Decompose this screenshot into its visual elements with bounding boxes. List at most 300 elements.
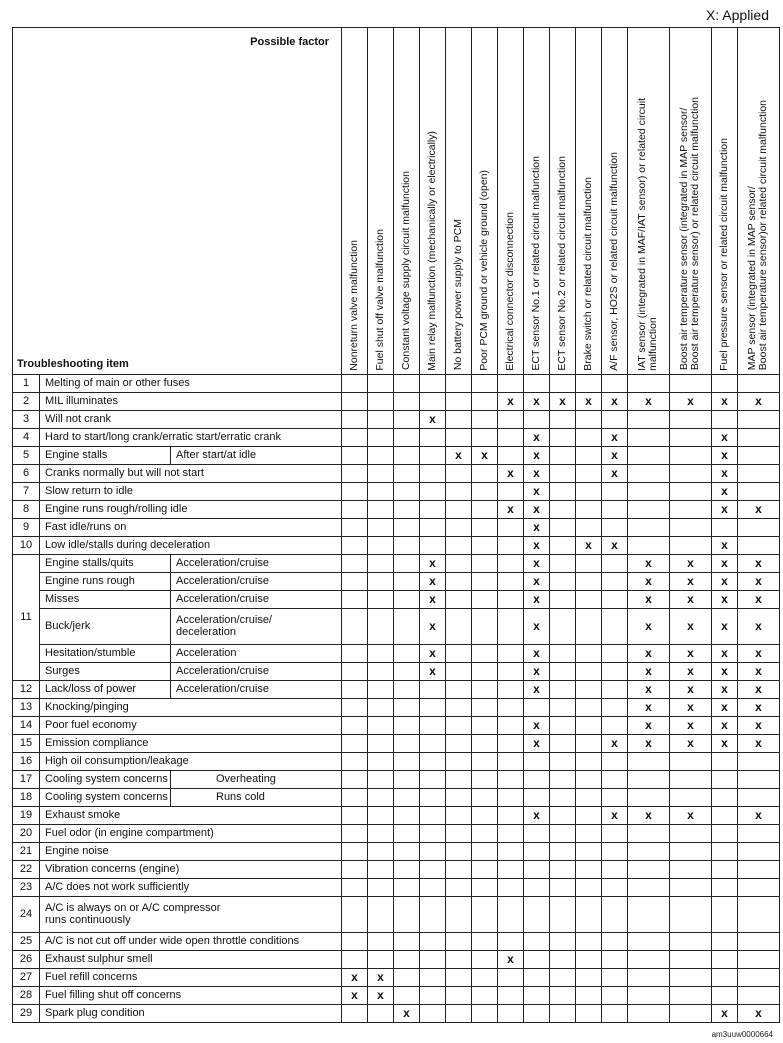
troubleshooting-item: Exhaust sulphur smell (40, 951, 342, 969)
applied-cell (342, 699, 368, 717)
applied-cell (446, 807, 472, 825)
condition: Acceleration (171, 645, 342, 663)
applied-cell (670, 843, 712, 861)
applied-mark: x (670, 735, 712, 753)
applied-cell (524, 771, 550, 789)
applied-cell (628, 501, 670, 519)
applied-cell (472, 717, 498, 735)
applied-cell (628, 771, 670, 789)
applied-cell (420, 933, 446, 951)
row-number: 8 (13, 501, 40, 519)
applied-cell (576, 573, 602, 591)
applied-cell (342, 609, 368, 645)
applied-cell (368, 951, 394, 969)
applied-mark: x (712, 735, 738, 753)
applied-cell (712, 987, 738, 1005)
applied-cell (342, 429, 368, 447)
factor-label: Fuel pressure sensor or related circuit malfunction (717, 137, 730, 371)
applied-cell (602, 897, 628, 933)
applied-cell (670, 969, 712, 987)
applied-cell (602, 699, 628, 717)
figure-code: am3uuw0000664 (711, 1030, 773, 1039)
applied-mark: x (420, 591, 446, 609)
factor-label: Boost air temperature sensor (integrated in MAP sensor/ Boost air temperature sensor) or related circuit malfunction (678, 97, 702, 371)
applied-mark: x (628, 663, 670, 681)
condition: Overheating (171, 771, 342, 789)
applied-cell (498, 483, 524, 501)
troubleshooting-item: Slow return to idle (40, 483, 342, 501)
applied-cell (446, 411, 472, 429)
applied-cell (738, 861, 780, 879)
applied-mark: x (712, 555, 738, 573)
applied-cell (394, 987, 420, 1005)
table-row (13, 987, 780, 1005)
applied-cell (602, 843, 628, 861)
applied-cell (446, 465, 472, 483)
applied-cell (394, 465, 420, 483)
table-row (13, 969, 780, 987)
applied-cell (342, 771, 368, 789)
applied-cell (576, 375, 602, 393)
table-row (13, 735, 780, 753)
applied-cell (550, 573, 576, 591)
applied-cell (576, 429, 602, 447)
applied-cell (342, 897, 368, 933)
table-row (13, 879, 780, 897)
applied-mark: x (670, 663, 712, 681)
applied-mark: x (472, 447, 498, 465)
applied-cell (628, 951, 670, 969)
applied-cell (550, 645, 576, 663)
applied-cell (498, 537, 524, 555)
applied-cell (738, 519, 780, 537)
factor-label: Brake switch or related circuit malfunction (581, 176, 594, 371)
table-row (13, 393, 780, 411)
table-row (13, 753, 780, 771)
applied-cell (712, 753, 738, 771)
applied-cell (472, 789, 498, 807)
applied-cell (498, 825, 524, 843)
applied-cell (472, 933, 498, 951)
applied-cell (446, 879, 472, 897)
applied-cell (394, 969, 420, 987)
applied-cell (368, 483, 394, 501)
applied-cell (602, 663, 628, 681)
applied-cell (394, 483, 420, 501)
applied-cell (368, 591, 394, 609)
applied-cell (420, 807, 446, 825)
applied-mark: x (602, 537, 628, 555)
table-row (13, 591, 780, 609)
troubleshooting-item: Hesitation/stumble (40, 645, 171, 663)
factor-label: Poor PCM ground or vehicle ground (open) (477, 169, 490, 371)
applied-cell (712, 771, 738, 789)
applied-cell (712, 933, 738, 951)
applied-cell (472, 861, 498, 879)
applied-mark: x (712, 393, 738, 411)
applied-cell (670, 519, 712, 537)
condition: Acceleration/cruise (171, 591, 342, 609)
applied-cell (498, 933, 524, 951)
troubleshooting-item: Buck/jerk (40, 609, 171, 645)
applied-cell (602, 753, 628, 771)
applied-cell (576, 555, 602, 573)
row-number: 15 (13, 735, 40, 753)
applied-cell (602, 519, 628, 537)
applied-cell (550, 735, 576, 753)
applied-cell (576, 609, 602, 645)
applied-cell (446, 1005, 472, 1023)
applied-cell (628, 969, 670, 987)
applied-cell (368, 699, 394, 717)
row-number: 24 (13, 897, 40, 933)
applied-cell (602, 483, 628, 501)
applied-cell (472, 807, 498, 825)
troubleshooting-item: Vibration concerns (engine) (40, 861, 342, 879)
applied-mark: x (712, 483, 738, 501)
applied-cell (368, 933, 394, 951)
applied-cell (394, 825, 420, 843)
applied-cell (342, 501, 368, 519)
applied-cell (602, 609, 628, 645)
applied-cell (738, 825, 780, 843)
applied-cell (472, 591, 498, 609)
applied-cell (446, 951, 472, 969)
applied-cell (394, 807, 420, 825)
applied-cell (472, 951, 498, 969)
applied-mark: x (524, 573, 550, 591)
row-number: 18 (13, 789, 40, 807)
applied-cell (446, 753, 472, 771)
applied-mark: x (738, 591, 780, 609)
applied-cell (420, 771, 446, 789)
applied-mark: x (524, 609, 550, 645)
applied-cell (602, 501, 628, 519)
applied-cell (602, 681, 628, 699)
applied-cell (420, 483, 446, 501)
applied-cell (738, 483, 780, 501)
applied-cell (524, 861, 550, 879)
condition: After start/at idle (171, 447, 342, 465)
applied-cell (342, 645, 368, 663)
applied-cell (550, 411, 576, 429)
applied-mark: x (420, 663, 446, 681)
applied-cell (602, 375, 628, 393)
applied-cell (342, 717, 368, 735)
applied-cell (472, 555, 498, 573)
table-row (13, 555, 780, 573)
applied-cell (342, 393, 368, 411)
table-row (13, 843, 780, 861)
applied-cell (394, 897, 420, 933)
troubleshooting-item-label: Troubleshooting item (17, 358, 129, 371)
applied-cell (576, 501, 602, 519)
applied-cell (738, 987, 780, 1005)
applied-mark: x (738, 645, 780, 663)
applied-cell (550, 861, 576, 879)
factor-label: Main relay malfunction (mechanically or electrically) (425, 130, 438, 371)
applied-cell (472, 537, 498, 555)
applied-cell (342, 411, 368, 429)
applied-cell (550, 879, 576, 897)
factor-label: ECT sensor No.1 or related circuit malfunction (529, 155, 542, 371)
applied-cell (420, 537, 446, 555)
troubleshooting-item: Engine stalls (40, 447, 171, 465)
applied-cell (342, 735, 368, 753)
row-number: 13 (13, 699, 40, 717)
applied-cell (394, 717, 420, 735)
table-row (13, 951, 780, 969)
row-number: 22 (13, 861, 40, 879)
factor-header (602, 28, 628, 375)
factor-header (550, 28, 576, 375)
row-number: 11 (13, 555, 40, 681)
applied-cell (550, 519, 576, 537)
applied-cell (420, 699, 446, 717)
applied-cell (498, 699, 524, 717)
applied-cell (498, 843, 524, 861)
applied-cell (550, 537, 576, 555)
applied-cell (498, 645, 524, 663)
applied-cell (498, 429, 524, 447)
applied-cell (524, 1005, 550, 1023)
applied-mark: x (576, 537, 602, 555)
applied-cell (342, 681, 368, 699)
applied-cell (670, 861, 712, 879)
applied-cell (550, 825, 576, 843)
applied-cell (550, 483, 576, 501)
applied-cell (576, 879, 602, 897)
table-row (13, 717, 780, 735)
applied-cell (368, 393, 394, 411)
row-number: 25 (13, 933, 40, 951)
applied-cell (524, 375, 550, 393)
applied-cell (446, 555, 472, 573)
applied-mark: x (738, 393, 780, 411)
applied-cell (712, 843, 738, 861)
applied-cell (550, 1005, 576, 1023)
applied-cell (394, 375, 420, 393)
applied-cell (472, 429, 498, 447)
applied-cell (670, 537, 712, 555)
row-number: 17 (13, 771, 40, 789)
troubleshooting-item: Knocking/pinging (40, 699, 342, 717)
applied-cell (420, 825, 446, 843)
applied-cell (498, 447, 524, 465)
table-row (13, 681, 780, 699)
applied-cell (712, 411, 738, 429)
applied-cell (550, 663, 576, 681)
applied-cell (342, 933, 368, 951)
applied-cell (394, 861, 420, 879)
applied-cell (498, 753, 524, 771)
applied-mark: x (446, 447, 472, 465)
applied-cell (738, 771, 780, 789)
applied-cell (446, 393, 472, 411)
applied-cell (472, 375, 498, 393)
applied-cell (602, 879, 628, 897)
applied-cell (576, 789, 602, 807)
row-number: 6 (13, 465, 40, 483)
row-number: 23 (13, 879, 40, 897)
troubleshooting-item: Cooling system concerns (40, 789, 171, 807)
applied-mark: x (628, 735, 670, 753)
applied-cell (472, 969, 498, 987)
applied-cell (498, 735, 524, 753)
applied-cell (550, 969, 576, 987)
applied-mark: x (712, 663, 738, 681)
applied-mark: x (628, 555, 670, 573)
applied-cell (628, 411, 670, 429)
applied-cell (472, 465, 498, 483)
applied-cell (524, 789, 550, 807)
applied-cell (628, 483, 670, 501)
applied-cell (576, 753, 602, 771)
applied-mark: x (498, 393, 524, 411)
applied-cell (342, 951, 368, 969)
row-number: 29 (13, 1005, 40, 1023)
applied-cell (394, 753, 420, 771)
applied-cell (342, 519, 368, 537)
applied-cell (420, 681, 446, 699)
troubleshooting-item: Engine stalls/quits (40, 555, 171, 573)
applied-cell (446, 663, 472, 681)
applied-cell (368, 807, 394, 825)
applied-cell (446, 717, 472, 735)
table-row (13, 663, 780, 681)
applied-cell (342, 789, 368, 807)
applied-cell (446, 483, 472, 501)
factor-header (498, 28, 524, 375)
applied-cell (472, 825, 498, 843)
factor-header (446, 28, 472, 375)
factor-label: Electrical connector disconnection (503, 211, 516, 371)
applied-cell (368, 447, 394, 465)
applied-cell (420, 375, 446, 393)
applied-cell (472, 663, 498, 681)
applied-cell (628, 519, 670, 537)
applied-mark: x (420, 645, 446, 663)
applied-cell (472, 879, 498, 897)
applied-cell (550, 447, 576, 465)
applied-mark: x (602, 393, 628, 411)
applied-mark: x (602, 807, 628, 825)
applied-cell (670, 753, 712, 771)
applied-cell (576, 483, 602, 501)
applied-mark: x (712, 429, 738, 447)
applied-cell (420, 861, 446, 879)
applied-cell (368, 609, 394, 645)
applied-cell (368, 645, 394, 663)
applied-cell (472, 699, 498, 717)
applied-cell (628, 465, 670, 483)
applied-cell (550, 987, 576, 1005)
applied-mark: x (712, 501, 738, 519)
applied-cell (738, 537, 780, 555)
applied-cell (498, 555, 524, 573)
applied-mark: x (602, 447, 628, 465)
applied-cell (576, 663, 602, 681)
applied-cell (628, 861, 670, 879)
applied-mark: x (670, 645, 712, 663)
condition: Acceleration/cruise (171, 681, 342, 699)
applied-cell (446, 537, 472, 555)
applied-cell (342, 807, 368, 825)
factor-label: ECT sensor No.2 or related circuit malfunction (555, 155, 568, 371)
troubleshooting-table (12, 27, 780, 1023)
applied-cell (670, 375, 712, 393)
applied-mark: x (670, 609, 712, 645)
applied-cell (524, 879, 550, 897)
applied-mark: x (712, 447, 738, 465)
applied-cell (394, 789, 420, 807)
applied-cell (446, 681, 472, 699)
applied-cell (342, 465, 368, 483)
applied-mark: x (524, 663, 550, 681)
applied-mark: x (394, 1005, 420, 1023)
applied-mark: x (738, 555, 780, 573)
applied-cell (602, 717, 628, 735)
applied-cell (602, 411, 628, 429)
applied-cell (420, 987, 446, 1005)
applied-cell (472, 645, 498, 663)
applied-cell (524, 753, 550, 771)
applied-cell (498, 591, 524, 609)
applied-cell (420, 501, 446, 519)
factor-header (420, 28, 446, 375)
applied-cell (550, 591, 576, 609)
applied-cell (394, 879, 420, 897)
applied-mark: x (420, 573, 446, 591)
applied-cell (602, 951, 628, 969)
applied-cell (342, 825, 368, 843)
table-row (13, 789, 780, 807)
troubleshooting-item: A/C is not cut off under wide open throttle conditions (40, 933, 342, 951)
applied-cell (446, 933, 472, 951)
applied-cell (498, 969, 524, 987)
applied-mark: x (712, 537, 738, 555)
factor-header (712, 28, 738, 375)
applied-cell (420, 429, 446, 447)
applied-mark: x (712, 681, 738, 699)
applied-cell (738, 897, 780, 933)
applied-cell (446, 609, 472, 645)
applied-cell (628, 753, 670, 771)
applied-cell (670, 879, 712, 897)
troubleshooting-item: MIL illuminates (40, 393, 342, 411)
applied-cell (420, 717, 446, 735)
applied-mark: x (628, 717, 670, 735)
applied-cell (368, 897, 394, 933)
applied-cell (576, 987, 602, 1005)
applied-cell (342, 1005, 368, 1023)
applied-mark: x (712, 609, 738, 645)
applied-cell (670, 987, 712, 1005)
applied-cell (498, 807, 524, 825)
troubleshooting-item: Fuel odor (in engine compartment) (40, 825, 342, 843)
table-row (13, 573, 780, 591)
troubleshooting-item: Low idle/stalls during deceleration (40, 537, 342, 555)
applied-cell (368, 753, 394, 771)
applied-cell (628, 375, 670, 393)
applied-mark: x (342, 987, 368, 1005)
applied-cell (738, 447, 780, 465)
applied-cell (602, 645, 628, 663)
troubleshooting-item: Surges (40, 663, 171, 681)
applied-cell (342, 573, 368, 591)
applied-cell (420, 789, 446, 807)
applied-cell (472, 843, 498, 861)
